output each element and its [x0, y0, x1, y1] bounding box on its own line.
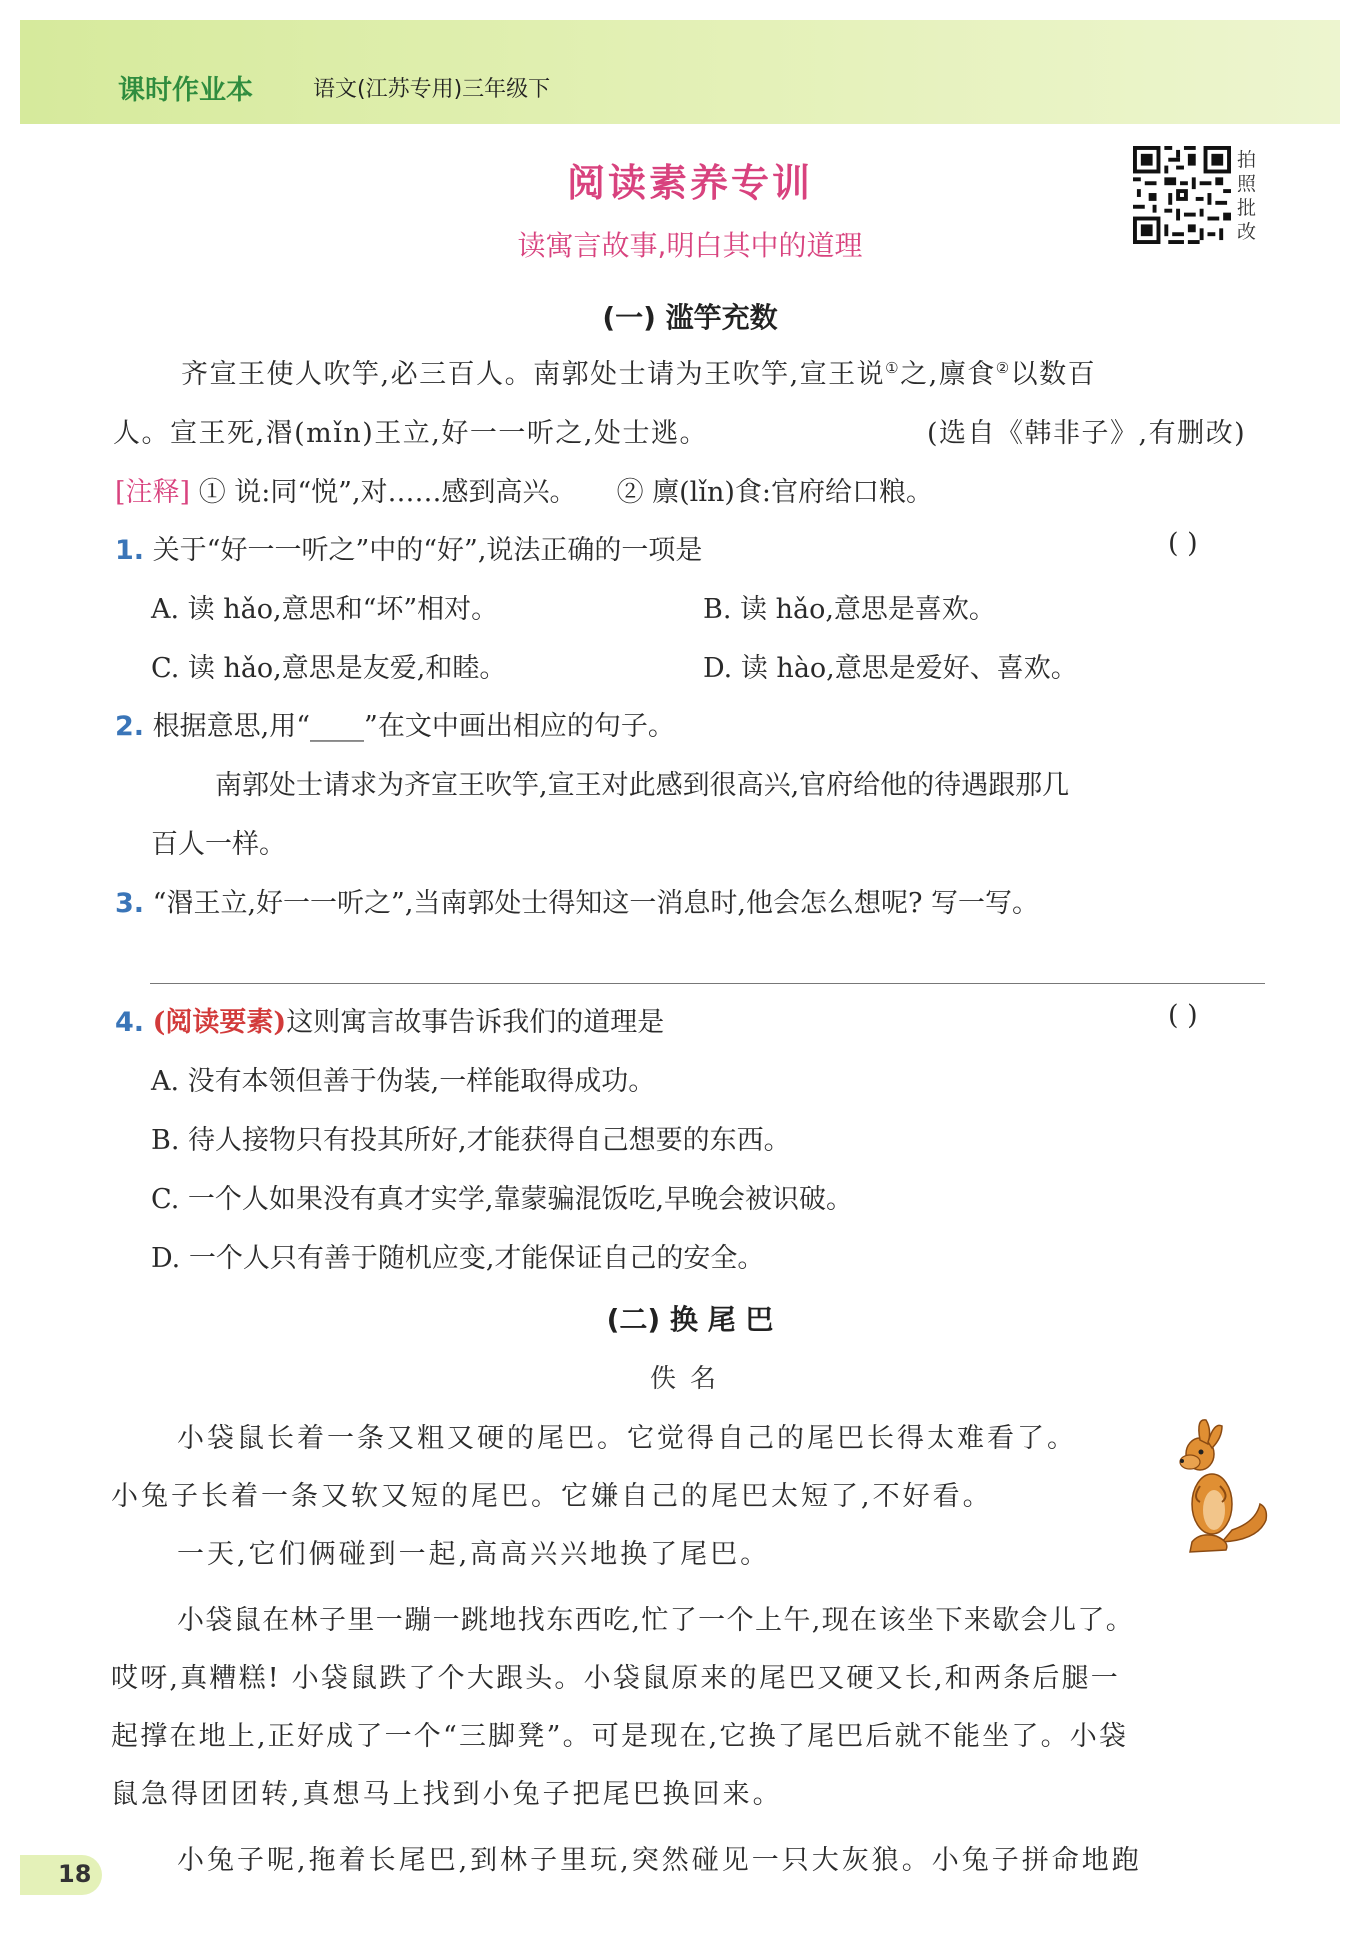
answer-bracket[interactable]: ( ) — [1168, 528, 1198, 559]
kangaroo-illustration — [1170, 1412, 1270, 1562]
question-text: 根据意思,用“____”在文中画出相应的句子。 — [152, 711, 675, 742]
annotation-2: ② 廪(lǐn)食:官府给口粮。 — [616, 477, 933, 508]
section-1-heading: (一) 滥竽充数 — [602, 301, 778, 334]
author-name: 佚名 — [649, 1364, 730, 1394]
qr-label-char: 照 — [1237, 173, 1257, 195]
qr-code-icon[interactable] — [1133, 146, 1231, 244]
question-number: 1. — [115, 535, 145, 566]
qr-label-char: 改 — [1237, 221, 1257, 243]
passage-line-1 — [181, 352, 1096, 391]
question-2-meaning-2: 百人一样。 — [151, 829, 286, 860]
option-d: D. 读 hào,意思是爱好、喜欢。 — [703, 653, 1078, 684]
section-2-heading: (二) 换 尾 巴 — [606, 1303, 774, 1336]
story-line: 哎呀,真糟糕! 小袋鼠跌了个大跟头。小袋鼠原来的尾巴又硬又长,和两条后腿一 — [111, 1663, 1120, 1694]
page-subtitle: 读寓言故事,明白其中的道理 — [517, 229, 863, 262]
footnote-ref-2: ② — [995, 359, 1011, 377]
annotation-line: [注释] ① 说:同“悦”,对……感到高兴。 ② 廪(lǐn)食:官府给口粮。 — [115, 477, 933, 508]
story-line: 小兔子长着一条又软又短的尾巴。它嫌自己的尾巴太短了,不好看。 — [111, 1481, 993, 1512]
option-c: C. 读 hǎo,意思是友爱,和睦。 — [151, 653, 507, 684]
question-text: 关于“好一一听之”中的“好”,说法正确的一项是 — [152, 535, 703, 566]
option-d: D. 一个人只有善于随机应变,才能保证自己的安全。 — [151, 1243, 765, 1274]
story-line: 一天,它们俩碰到一起,高高兴兴地换了尾巴。 — [177, 1539, 771, 1570]
question-2 — [115, 704, 675, 743]
qr-label — [1237, 148, 1261, 244]
question-text: 这则寓言故事告诉我们的道理是 — [286, 1007, 665, 1038]
book-brand: 课时作业本 — [118, 75, 253, 106]
story-line: 小袋鼠长着一条又粗又硬的尾巴。它觉得自己的尾巴长得太难看了。 — [177, 1423, 1077, 1454]
question-number: 2. — [115, 711, 145, 742]
option-a: A. 读 hǎo,意思和“坏”相对。 — [151, 594, 499, 625]
story-line: 小袋鼠在林子里一蹦一跳地找东西吃,忙了一个上午,现在该坐下来歇会儿了。 — [177, 1605, 1135, 1636]
annotation-tag: 注释 — [125, 477, 180, 508]
story-line: 起撑在地上,正好成了一个“三脚凳”。可是现在,它换了尾巴后就不能坐了。小袋 — [111, 1721, 1129, 1752]
option-c: C. 一个人如果没有真才实学,靠蒙骗混饭吃,早晚会被识破。 — [151, 1184, 854, 1215]
page-title: 阅读素养专训 — [566, 161, 813, 205]
question-number: 4. — [115, 1007, 145, 1038]
question-1 — [115, 528, 702, 567]
question-2-meaning-1: 南郭处士请求为齐宣王吹竽,宣王对此感到很高兴,官府给他的待遇跟那几 — [215, 770, 1070, 801]
option-b: B. 待人接物只有投其所好,才能获得自己想要的东西。 — [151, 1125, 791, 1156]
answer-line[interactable] — [150, 983, 1265, 984]
passage-line-2: 人。宣王死,湣(mǐn)王立,好一一听之,处士逃。 — [113, 418, 708, 449]
question-4 — [115, 1000, 664, 1039]
reading-element-tag: (阅读要素) — [152, 1007, 287, 1038]
option-b: B. 读 hǎo,意思是喜欢。 — [703, 594, 996, 625]
footnote-ref-1: ① — [885, 359, 901, 377]
annotation-1: ① 说:同“悦”,对……感到高兴。 — [198, 477, 577, 508]
answer-bracket[interactable]: ( ) — [1168, 1000, 1198, 1031]
option-a: A. 没有本领但善于伪装,一样能取得成功。 — [151, 1066, 656, 1097]
book-subject: 语文(江苏专用)三年级下 — [313, 77, 551, 102]
passage-source: (选自《韩非子》,有删改) — [927, 418, 1247, 449]
passage-text: 之,廪食 — [900, 359, 996, 390]
question-3 — [115, 881, 1039, 920]
passage-text: 以数百 — [1010, 359, 1097, 390]
qr-label-char: 拍 — [1237, 149, 1257, 171]
qr-label-char: 批 — [1237, 197, 1257, 219]
story-line: 鼠急得团团转,真想马上找到小兔子把尾巴换回来。 — [111, 1779, 783, 1810]
story-line: 小兔子呢,拖着长尾巴,到林子里玩,突然碰见一只大灰狼。小兔子拼命地跑 — [177, 1845, 1142, 1876]
page-number: 18 — [58, 1860, 92, 1888]
question-number: 3. — [115, 888, 145, 919]
question-text: “湣王立,好一一听之”,当南郭处士得知这一消息时,他会怎么想呢? 写一写。 — [152, 888, 1040, 919]
passage-text: 齐宣王使人吹竽,必三百人。南郭处士请为王吹竽,宣王说 — [181, 359, 886, 390]
